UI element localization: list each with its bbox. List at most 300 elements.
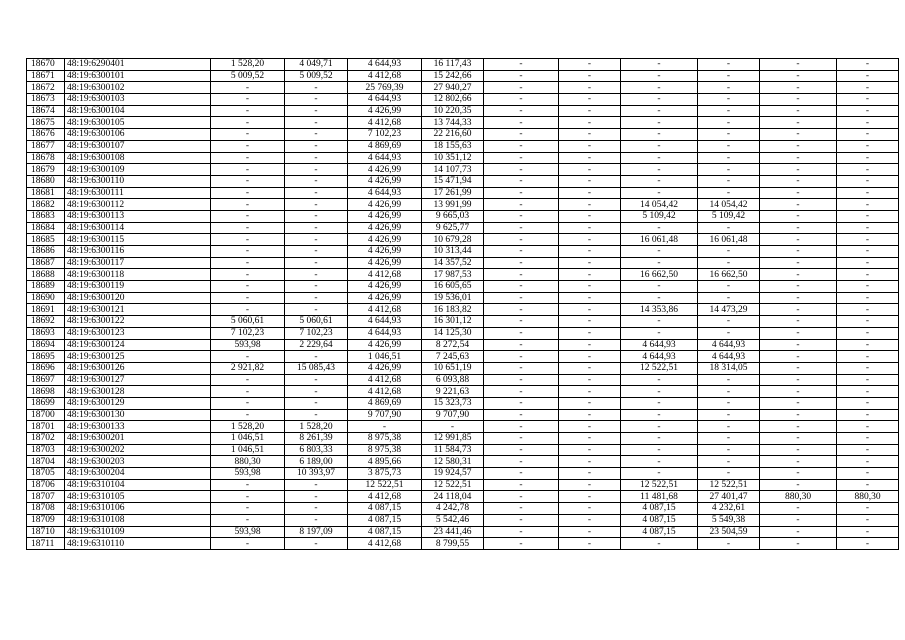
row-number-cell: 18704 — [27, 456, 65, 468]
value-col-10-cell: - — [698, 456, 760, 468]
cadastral-number-cell: 48:19:6300112 — [65, 199, 211, 211]
table-row — [27, 129, 899, 141]
value-col-6-cell: 14 107,73 — [422, 164, 484, 176]
value-col-8-cell: - — [559, 94, 621, 106]
value-col-11-cell: - — [760, 94, 837, 106]
value-col-9-cell: - — [621, 59, 698, 71]
value-col-7-cell: - — [484, 140, 559, 152]
value-col-4-cell: - — [285, 222, 348, 234]
value-col-6-cell: 11 584,73 — [422, 444, 484, 456]
value-col-12-cell: - — [837, 386, 899, 398]
value-col-4-cell: - — [285, 538, 348, 550]
value-col-5-cell: 4 644,93 — [348, 94, 422, 106]
value-col-3-cell: - — [211, 386, 285, 398]
row-number-cell: 18705 — [27, 468, 65, 480]
value-col-9-cell: - — [621, 456, 698, 468]
value-col-12-cell: - — [837, 59, 899, 71]
value-col-10-cell: - — [698, 386, 760, 398]
value-col-3-cell: - — [211, 479, 285, 491]
value-col-7-cell: - — [484, 222, 559, 234]
value-col-6-cell: 15 471,94 — [422, 175, 484, 187]
table-row — [27, 257, 899, 269]
value-col-12-cell: - — [837, 222, 899, 234]
value-col-6-cell: 4 242,78 — [422, 503, 484, 515]
value-col-12-cell: - — [837, 140, 899, 152]
cadastral-number-cell: 48:19:6300108 — [65, 152, 211, 164]
value-col-6-cell: 27 940,27 — [422, 82, 484, 94]
value-col-5-cell: 9 707,90 — [348, 409, 422, 421]
row-number-cell: 18692 — [27, 316, 65, 328]
value-col-9-cell: - — [621, 129, 698, 141]
value-col-10-cell: - — [698, 409, 760, 421]
value-col-9-cell: - — [621, 409, 698, 421]
value-col-12-cell: - — [837, 175, 899, 187]
value-col-5-cell: 4 426,99 — [348, 292, 422, 304]
value-col-4-cell: 6 189,00 — [285, 456, 348, 468]
value-col-7-cell: - — [484, 234, 559, 246]
value-col-12-cell: - — [837, 433, 899, 445]
value-col-8-cell: - — [559, 386, 621, 398]
value-col-5-cell: 4 412,68 — [348, 117, 422, 129]
value-col-11-cell: - — [760, 187, 837, 199]
value-col-5-cell: 4 869,69 — [348, 140, 422, 152]
table-row — [27, 397, 899, 409]
value-col-5-cell: 4 644,93 — [348, 187, 422, 199]
value-col-12-cell: - — [837, 269, 899, 281]
table-row — [27, 491, 899, 503]
value-col-4-cell: 1 528,20 — [285, 421, 348, 433]
value-col-6-cell: 18 155,63 — [422, 140, 484, 152]
value-col-5-cell: 4 412,68 — [348, 386, 422, 398]
value-col-9-cell: 4 087,15 — [621, 503, 698, 515]
value-col-6-cell: 12 580,31 — [422, 456, 484, 468]
value-col-10-cell: - — [698, 246, 760, 258]
value-col-11-cell: - — [760, 304, 837, 316]
value-col-9-cell: - — [621, 187, 698, 199]
value-col-12-cell: - — [837, 117, 899, 129]
value-col-7-cell: - — [484, 386, 559, 398]
row-number-cell: 18671 — [27, 70, 65, 82]
value-col-9-cell: - — [621, 94, 698, 106]
value-col-10-cell: - — [698, 117, 760, 129]
row-number-cell: 18691 — [27, 304, 65, 316]
value-col-4-cell: 6 803,33 — [285, 444, 348, 456]
value-col-4-cell: - — [285, 199, 348, 211]
row-number-cell: 18674 — [27, 105, 65, 117]
value-col-3-cell: - — [211, 351, 285, 363]
value-col-9-cell: - — [621, 421, 698, 433]
value-col-5-cell: 4 412,68 — [348, 374, 422, 386]
value-col-11-cell: - — [760, 421, 837, 433]
value-col-9-cell: - — [621, 246, 698, 258]
value-col-12-cell: - — [837, 257, 899, 269]
value-col-10-cell: - — [698, 421, 760, 433]
value-col-5-cell: 4 426,99 — [348, 175, 422, 187]
cadastral-number-cell: 48:19:6300115 — [65, 234, 211, 246]
value-col-4-cell: - — [285, 281, 348, 293]
value-col-6-cell: 9 625,77 — [422, 222, 484, 234]
value-col-8-cell: - — [559, 210, 621, 222]
value-col-7-cell: - — [484, 59, 559, 71]
value-col-4-cell: - — [285, 409, 348, 421]
value-col-5-cell: 7 102,23 — [348, 129, 422, 141]
value-col-9-cell: 4 087,15 — [621, 526, 698, 538]
row-number-cell: 18677 — [27, 140, 65, 152]
value-col-4-cell: - — [285, 304, 348, 316]
value-col-8-cell: - — [559, 409, 621, 421]
value-col-4-cell: - — [285, 187, 348, 199]
value-col-11-cell: - — [760, 140, 837, 152]
value-col-5-cell: 8 975,38 — [348, 444, 422, 456]
value-col-7-cell: - — [484, 164, 559, 176]
value-col-10-cell: 12 522,51 — [698, 479, 760, 491]
value-col-8-cell: - — [559, 222, 621, 234]
value-col-8-cell: - — [559, 374, 621, 386]
table-row — [27, 105, 899, 117]
value-col-11-cell: - — [760, 386, 837, 398]
value-col-3-cell: - — [211, 105, 285, 117]
value-col-3-cell: - — [211, 129, 285, 141]
table-row — [27, 409, 899, 421]
value-col-8-cell: - — [559, 129, 621, 141]
value-col-10-cell: - — [698, 292, 760, 304]
row-number-cell: 18688 — [27, 269, 65, 281]
value-col-3-cell: - — [211, 397, 285, 409]
value-col-3-cell: - — [211, 199, 285, 211]
cadastral-number-cell: 48:19:6310104 — [65, 479, 211, 491]
table-row — [27, 316, 899, 328]
value-col-5-cell: 4 644,93 — [348, 327, 422, 339]
value-col-11-cell: - — [760, 433, 837, 445]
cadastral-number-cell: 48:19:6310109 — [65, 526, 211, 538]
value-col-4-cell: - — [285, 479, 348, 491]
row-number-cell: 18685 — [27, 234, 65, 246]
table-row — [27, 152, 899, 164]
value-col-7-cell: - — [484, 210, 559, 222]
row-number-cell: 18694 — [27, 339, 65, 351]
value-col-10-cell: - — [698, 257, 760, 269]
value-col-9-cell: - — [621, 257, 698, 269]
value-col-7-cell: - — [484, 538, 559, 550]
value-col-12-cell: - — [837, 409, 899, 421]
value-col-12-cell: - — [837, 304, 899, 316]
value-col-4-cell: - — [285, 503, 348, 515]
table-row — [27, 222, 899, 234]
value-col-3-cell: - — [211, 257, 285, 269]
value-col-6-cell: 23 441,46 — [422, 526, 484, 538]
table-row — [27, 304, 899, 316]
value-col-7-cell: - — [484, 117, 559, 129]
value-col-7-cell: - — [484, 421, 559, 433]
value-col-6-cell: 12 991,85 — [422, 433, 484, 445]
value-col-11-cell: - — [760, 526, 837, 538]
table-row — [27, 187, 899, 199]
cadastral-number-cell: 48:19:6300128 — [65, 386, 211, 398]
table-row — [27, 351, 899, 363]
cadastral-number-cell: 48:19:6300107 — [65, 140, 211, 152]
value-col-10-cell: 27 401,47 — [698, 491, 760, 503]
value-col-7-cell: - — [484, 175, 559, 187]
value-col-3-cell: 1 046,51 — [211, 444, 285, 456]
value-col-6-cell: 10 313,44 — [422, 246, 484, 258]
value-col-3-cell: - — [211, 304, 285, 316]
cadastral-number-cell: 48:19:6300201 — [65, 433, 211, 445]
value-col-4-cell: - — [285, 257, 348, 269]
value-col-11-cell: - — [760, 164, 837, 176]
value-col-3-cell: 5 009,52 — [211, 70, 285, 82]
row-number-cell: 18702 — [27, 433, 65, 445]
value-col-5-cell: 4 412,68 — [348, 269, 422, 281]
row-number-cell: 18681 — [27, 187, 65, 199]
value-col-9-cell: 16 061,48 — [621, 234, 698, 246]
row-number-cell: 18680 — [27, 175, 65, 187]
cadastral-number-cell: 48:19:6300117 — [65, 257, 211, 269]
row-number-cell: 18678 — [27, 152, 65, 164]
value-col-10-cell: - — [698, 397, 760, 409]
value-col-4-cell: 4 049,71 — [285, 59, 348, 71]
value-col-3-cell: - — [211, 140, 285, 152]
value-col-4-cell: - — [285, 491, 348, 503]
value-col-6-cell: 14 357,52 — [422, 257, 484, 269]
value-col-12-cell: - — [837, 187, 899, 199]
value-col-11-cell: - — [760, 538, 837, 550]
table-row — [27, 94, 899, 106]
value-col-12-cell: - — [837, 246, 899, 258]
value-col-11-cell: - — [760, 246, 837, 258]
value-col-6-cell: 17 987,53 — [422, 269, 484, 281]
table-row — [27, 362, 899, 374]
table-row — [27, 269, 899, 281]
value-col-8-cell: - — [559, 59, 621, 71]
value-col-8-cell: - — [559, 246, 621, 258]
value-col-3-cell: 1 528,20 — [211, 59, 285, 71]
value-col-6-cell: 10 351,12 — [422, 152, 484, 164]
value-col-10-cell: - — [698, 316, 760, 328]
value-col-3-cell: - — [211, 187, 285, 199]
cadastral-number-cell: 48:19:6300127 — [65, 374, 211, 386]
value-col-8-cell: - — [559, 397, 621, 409]
value-col-9-cell: 11 481,68 — [621, 491, 698, 503]
value-col-12-cell: - — [837, 456, 899, 468]
value-col-4-cell: - — [285, 117, 348, 129]
value-col-11-cell: - — [760, 374, 837, 386]
value-col-11-cell: - — [760, 234, 837, 246]
value-col-3-cell: - — [211, 374, 285, 386]
value-col-8-cell: - — [559, 70, 621, 82]
value-col-10-cell: - — [698, 175, 760, 187]
value-col-7-cell: - — [484, 304, 559, 316]
value-col-11-cell: - — [760, 175, 837, 187]
value-col-10-cell: - — [698, 140, 760, 152]
value-col-6-cell: 19 924,57 — [422, 468, 484, 480]
value-col-3-cell: - — [211, 503, 285, 515]
value-col-3-cell: - — [211, 246, 285, 258]
value-col-8-cell: - — [559, 444, 621, 456]
table-row — [27, 456, 899, 468]
value-col-8-cell: - — [559, 140, 621, 152]
value-col-6-cell: 16 117,43 — [422, 59, 484, 71]
value-col-9-cell: - — [621, 468, 698, 480]
table-row — [27, 386, 899, 398]
value-col-6-cell: 10 651,19 — [422, 362, 484, 374]
value-col-8-cell: - — [559, 526, 621, 538]
cadastral-number-cell: 48:19:6300133 — [65, 421, 211, 433]
cadastral-number-cell: 48:19:6300104 — [65, 105, 211, 117]
value-col-3-cell: - — [211, 164, 285, 176]
cadastral-number-cell: 48:19:6300121 — [65, 304, 211, 316]
value-col-4-cell: - — [285, 292, 348, 304]
row-number-cell: 18703 — [27, 444, 65, 456]
value-col-6-cell: 16 183,82 — [422, 304, 484, 316]
value-col-4-cell: 5 009,52 — [285, 70, 348, 82]
table-row — [27, 514, 899, 526]
value-col-5-cell: 4 426,99 — [348, 257, 422, 269]
value-col-3-cell: 593,98 — [211, 339, 285, 351]
row-number-cell: 18683 — [27, 210, 65, 222]
row-number-cell: 18697 — [27, 374, 65, 386]
value-col-6-cell: 13 991,99 — [422, 199, 484, 211]
row-number-cell: 18686 — [27, 246, 65, 258]
table-row — [27, 339, 899, 351]
value-col-7-cell: - — [484, 257, 559, 269]
value-col-4-cell: 7 102,23 — [285, 327, 348, 339]
table-row — [27, 281, 899, 293]
value-col-11-cell: - — [760, 444, 837, 456]
value-col-9-cell: 12 522,51 — [621, 362, 698, 374]
value-col-3-cell: - — [211, 222, 285, 234]
value-col-9-cell: - — [621, 444, 698, 456]
row-number-cell: 18701 — [27, 421, 65, 433]
value-col-8-cell: - — [559, 117, 621, 129]
value-col-8-cell: - — [559, 351, 621, 363]
value-col-12-cell: - — [837, 339, 899, 351]
value-col-10-cell: - — [698, 59, 760, 71]
value-col-10-cell: - — [698, 187, 760, 199]
value-col-4-cell: - — [285, 140, 348, 152]
cadastral-number-cell: 48:19:6300113 — [65, 210, 211, 222]
value-col-5-cell: 4 426,99 — [348, 246, 422, 258]
value-col-7-cell: - — [484, 292, 559, 304]
value-col-12-cell: - — [837, 503, 899, 515]
row-number-cell: 18710 — [27, 526, 65, 538]
value-col-6-cell: 10 220,35 — [422, 105, 484, 117]
value-col-10-cell: - — [698, 152, 760, 164]
cadastral-number-cell: 48:19:6300203 — [65, 456, 211, 468]
value-col-9-cell: - — [621, 281, 698, 293]
value-col-11-cell: - — [760, 514, 837, 526]
value-col-12-cell: - — [837, 129, 899, 141]
value-col-11-cell: - — [760, 70, 837, 82]
value-col-7-cell: - — [484, 362, 559, 374]
value-col-12-cell: - — [837, 374, 899, 386]
row-number-cell: 18684 — [27, 222, 65, 234]
value-col-8-cell: - — [559, 538, 621, 550]
value-col-5-cell: 25 769,39 — [348, 82, 422, 94]
cadastral-number-cell: 48:19:6300116 — [65, 246, 211, 258]
value-col-3-cell: - — [211, 269, 285, 281]
value-col-11-cell: - — [760, 479, 837, 491]
value-col-4-cell: - — [285, 82, 348, 94]
table-row — [27, 433, 899, 445]
value-col-3-cell: 1 046,51 — [211, 433, 285, 445]
value-col-6-cell: 16 605,65 — [422, 281, 484, 293]
value-col-7-cell: - — [484, 503, 559, 515]
value-col-12-cell: - — [837, 479, 899, 491]
value-col-5-cell: 4 644,93 — [348, 316, 422, 328]
value-col-9-cell: - — [621, 397, 698, 409]
value-col-4-cell: 8 197,09 — [285, 526, 348, 538]
value-col-6-cell: 6 093,88 — [422, 374, 484, 386]
value-col-8-cell: - — [559, 281, 621, 293]
value-col-9-cell: 14 353,86 — [621, 304, 698, 316]
value-col-11-cell: - — [760, 456, 837, 468]
table-row — [27, 374, 899, 386]
table-body — [27, 59, 899, 550]
row-number-cell: 18706 — [27, 479, 65, 491]
value-col-4-cell: - — [285, 234, 348, 246]
cadastral-number-cell: 48:19:6300114 — [65, 222, 211, 234]
value-col-8-cell: - — [559, 199, 621, 211]
value-col-6-cell: 9 665,03 — [422, 210, 484, 222]
value-col-9-cell: - — [621, 433, 698, 445]
value-col-11-cell: - — [760, 59, 837, 71]
value-col-12-cell: - — [837, 164, 899, 176]
value-col-4-cell: - — [285, 94, 348, 106]
value-col-10-cell: 23 504,59 — [698, 526, 760, 538]
value-col-5-cell: 4 426,99 — [348, 222, 422, 234]
value-col-9-cell: 14 054,42 — [621, 199, 698, 211]
value-col-3-cell: - — [211, 292, 285, 304]
value-col-5-cell: 4 869,69 — [348, 397, 422, 409]
value-col-9-cell: - — [621, 175, 698, 187]
row-number-cell: 18699 — [27, 397, 65, 409]
value-col-9-cell: 5 109,42 — [621, 210, 698, 222]
value-col-9-cell: - — [621, 164, 698, 176]
table-row — [27, 526, 899, 538]
value-col-9-cell: 16 662,50 — [621, 269, 698, 281]
value-col-7-cell: - — [484, 456, 559, 468]
value-col-9-cell: - — [621, 105, 698, 117]
value-col-6-cell: 9 707,90 — [422, 409, 484, 421]
value-col-7-cell: - — [484, 269, 559, 281]
value-col-3-cell: 7 102,23 — [211, 327, 285, 339]
value-col-3-cell: 593,98 — [211, 468, 285, 480]
value-col-7-cell: - — [484, 479, 559, 491]
value-col-5-cell: 8 975,38 — [348, 433, 422, 445]
value-col-9-cell: - — [621, 82, 698, 94]
value-col-3-cell: - — [211, 210, 285, 222]
cadastral-number-cell: 48:19:6310110 — [65, 538, 211, 550]
value-col-12-cell: 880,30 — [837, 491, 899, 503]
value-col-4-cell: - — [285, 386, 348, 398]
value-col-5-cell: 4 426,99 — [348, 164, 422, 176]
value-col-4-cell: - — [285, 210, 348, 222]
value-col-9-cell: - — [621, 222, 698, 234]
cadastral-number-cell: 48:19:6300124 — [65, 339, 211, 351]
value-col-9-cell: - — [621, 316, 698, 328]
value-col-10-cell: 4 644,93 — [698, 351, 760, 363]
value-col-12-cell: - — [837, 327, 899, 339]
table-row — [27, 59, 899, 71]
value-col-12-cell: - — [837, 316, 899, 328]
value-col-12-cell: - — [837, 468, 899, 480]
row-number-cell: 18695 — [27, 351, 65, 363]
value-col-7-cell: - — [484, 409, 559, 421]
value-col-12-cell: - — [837, 234, 899, 246]
value-col-11-cell: - — [760, 362, 837, 374]
value-col-12-cell: - — [837, 526, 899, 538]
value-col-7-cell: - — [484, 339, 559, 351]
